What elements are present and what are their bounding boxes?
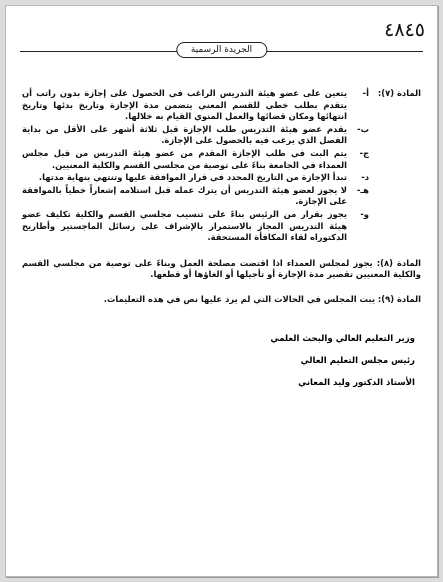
clause-mark: أ- <box>362 88 369 98</box>
clause-c <box>22 148 369 171</box>
clause-text: تبدأ الإجازة من التاريخ المحدد في قرار الموافقة عليها وتنتهي بنهاية مدتها. <box>38 172 347 183</box>
article-8 <box>22 258 421 281</box>
signature-block <box>22 328 415 394</box>
clause-f <box>22 209 369 244</box>
clause-mark: هـ- <box>356 184 369 195</box>
clause-text: يقدم عضو هيئة التدريس طلب الإجازة قبل ثلاثة أشهر على الأقل من بداية الفصل الذي يرغب فيه بالحصول على الإجازة. <box>22 123 347 146</box>
clause-text: لا يجوز لعضو هيئة التدريس أن يترك عمله قبل استلامه إشعاراً خطياً بالموافقة على الإجازة. <box>22 184 347 207</box>
article-9-text: يبت المجلس في الحالات التي لم يرد عليها نص في هذه التعليمات. <box>103 293 375 304</box>
article-7-label: المادة (٧): <box>377 88 421 98</box>
gazette-title-badge: الجريدة الرسمية <box>176 42 267 58</box>
article-9 <box>22 294 421 306</box>
article-8-label: المادة (٨): <box>376 257 421 268</box>
signature-name: الأستاذ الدكتور وليد المعاني <box>298 377 415 388</box>
clause-b <box>22 124 369 147</box>
clause-mark: ب- <box>357 123 369 134</box>
clause-text: يتعين على عضو هيئة التدريس الراغب في الحصول على إجازة بدون راتب أن يتقدم بطلب خطي للقسم المعني يتضمن مدة الإجازة وتاريخ بدئها وتاريخ انتهائها ومكان قضائها والعمل المنوي القيام به خلالها. <box>22 88 347 122</box>
article-8-text: يجوز لمجلس العمداء اذا اقتضت مصلحة العمل وبناءً على توصية من مجلسي القسم والكلية المعنيين تقصير مدة الإجازة أو تأجيلها أو الغاؤها أو قطعها. <box>22 257 421 280</box>
document-page <box>5 5 438 577</box>
article-9-label: المادة (٩): <box>377 293 421 304</box>
clause-text: يجوز بقرار من الرئيس بناءً على تنسيب مجلسي القسم والكلية تكليف عضو هيئة التدريس المجاز بالاستمرار بالإشراف على رسائل الماجستير وأطاريح الدكتوراه لقاء المكافأة المستحقة. <box>22 208 347 243</box>
clause-mark: ج- <box>359 147 369 158</box>
article-7-clauses <box>22 88 369 245</box>
article-7 <box>22 88 421 245</box>
signature-role: رئيس مجلس التعليم العالي <box>300 355 415 366</box>
page-number: ٤٨٤٥ <box>384 19 425 41</box>
clause-mark: د- <box>361 172 369 183</box>
clause-e <box>22 185 369 208</box>
clause-d <box>22 172 369 184</box>
clause-text: يتم البت في طلب الإجازة المقدم من عضو هيئة التدريس من قبل مجلس العمداء في الجامعة بناءً على توصية من مجلسي القسم والكلية المعنيين. <box>22 147 347 170</box>
document-body <box>22 88 421 394</box>
signature-title: وزير التعليم العالي والبحث العلمي <box>270 333 415 344</box>
clause-mark: و- <box>360 208 369 219</box>
clause-a <box>22 88 369 123</box>
